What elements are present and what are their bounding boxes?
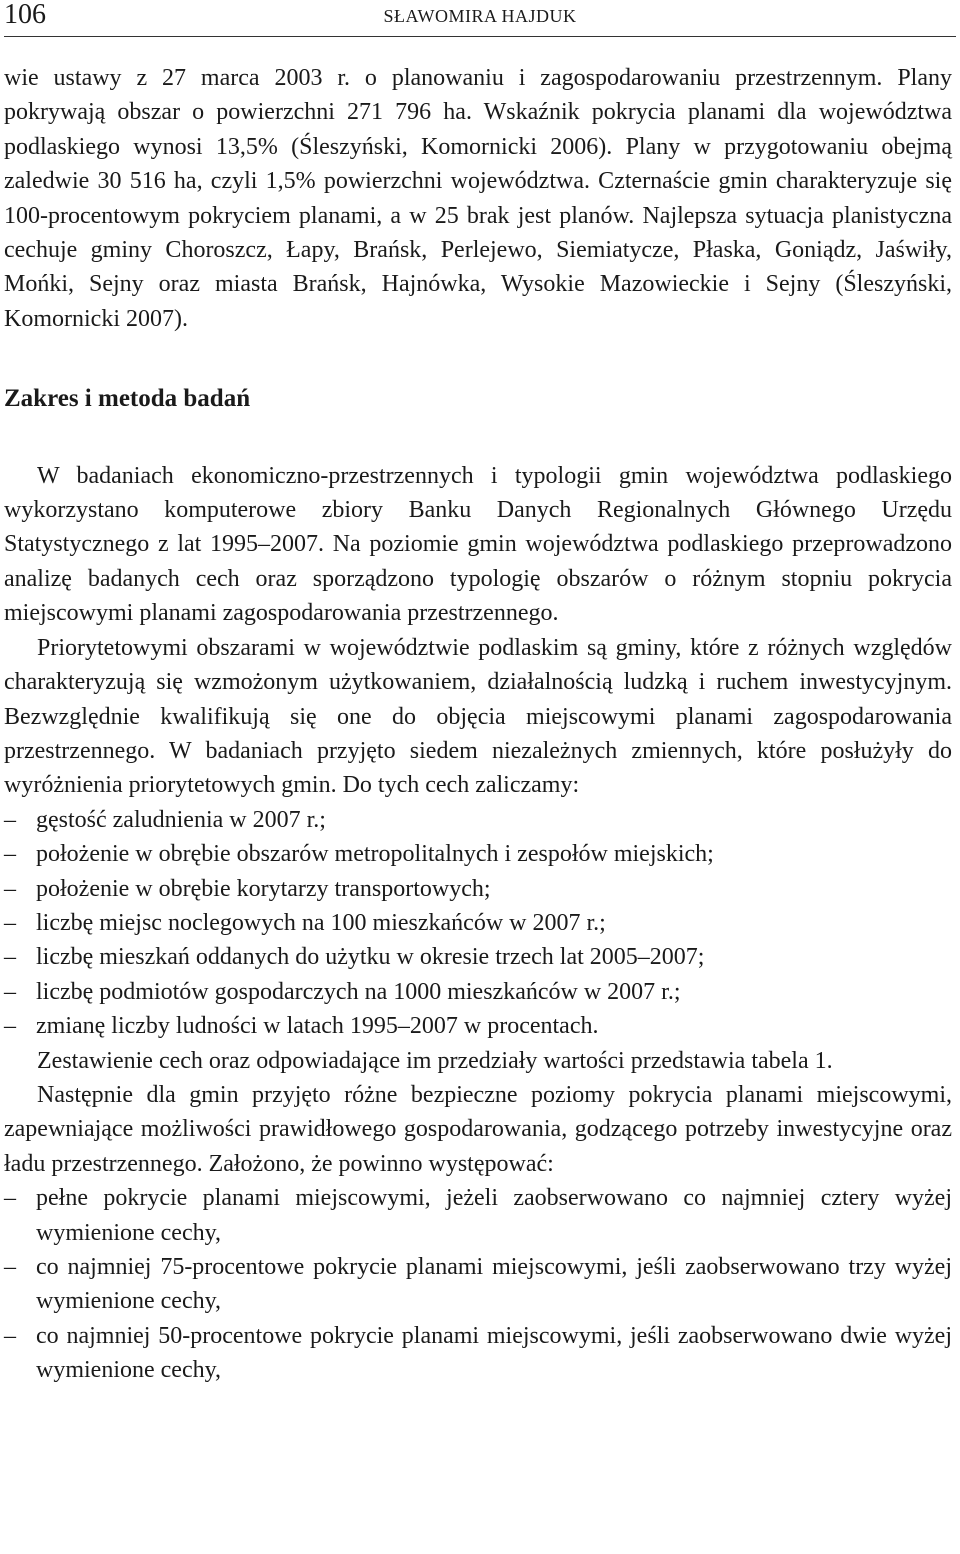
- list-item: [4, 1009, 952, 1043]
- dash-marker: –: [4, 1322, 16, 1349]
- paragraph-levels: Następnie dla gmin przyjęto różne bezpieczne poziomy pokrycia planami miejscowymi, zapewniające możliwości prawidłowego gospodarowania, godzącego potrzeby inwestycyjne oraz ładu przestrzennego. Założono, że powinno występować:: [4, 1081, 952, 1177]
- list-item-text: położenie w obrębie obszarów metropolitalnych i zespołów miejskich;: [36, 841, 714, 868]
- list-item: [4, 1319, 952, 1388]
- list-item: [4, 872, 952, 906]
- dash-marker: –: [4, 1185, 16, 1212]
- header-rule: [4, 36, 956, 37]
- page-number: 106: [4, 0, 46, 30]
- list-item-text: liczbę podmiotów gospodarczych na 1000 mieszkańców w 2007 r.;: [36, 978, 681, 1005]
- list-item: [4, 1250, 952, 1319]
- list-item: [4, 1181, 952, 1250]
- dash-marker: –: [4, 1254, 16, 1280]
- dash-marker: –: [4, 806, 16, 833]
- list-item: [4, 837, 952, 871]
- paragraph-methods: W badaniach ekonomiczno-przestrzennych i typologii gmin województwa podlaskiego wykorzystano komputerowe zbiory Banku Danych Regionalnych Głównego Urzędu Statystycznego z lat 1995–2007. Na poziomie gmin województwa podlaskiego przeprowadzono analizę badanych cech oraz sporządzono typologię obszarów o różnym stopniu pokrycia miejscowymi planami zagospodarowania przestrzennego.: [4, 462, 952, 627]
- list-item: [4, 803, 952, 837]
- levels-list: [4, 1181, 952, 1387]
- paragraph-table-ref: Zestawienie cech oraz odpowiadające im przedziały wartości przedstawia tabela 1.: [37, 1047, 833, 1074]
- dash-marker: –: [4, 1013, 16, 1040]
- intro-paragraph: wie ustawy z 27 marca 2003 r. o planowaniu i zagospodarowaniu przestrzennym. Plany pokrywają obszar o powierzchni 271 796 ha. Wskaźnik pokrycia planami dla województwa podlaskiego wynosi 13,5% (Śleszyński, Komornicki 2006). Plany w przygotowaniu obejmą zaledwie 30 516 ha, czyli 1,5% powierzchni województwa. Czternaście gmin charakteryzuje się 100-procentowym pokryciem planami, a w 25 brak jest planów. Najlepsza sytuacja planistyczna cechuje gminy Choroszcz, Łapy, Brańsk, Perlejewo, Siemiatycze, Płaska, Goniądz, Jaświły, Mońki, Sejny oraz miasta Brańsk, Hajnówka, Wysokie Mazowieckie i Sejny (Śleszyński, Komornicki 2007).: [4, 65, 952, 332]
- dash-marker: –: [4, 978, 16, 1005]
- list-item-text: liczbę miejsc noclegowych na 100 mieszkańców w 2007 r.;: [36, 909, 606, 936]
- section-heading: Zakres i metoda badań: [4, 385, 251, 413]
- features-list: [4, 803, 952, 1044]
- list-item-text: zmianę liczby ludności w latach 1995–2007 w procentach.: [36, 1013, 599, 1040]
- page-header: [4, 0, 956, 40]
- list-item-text: liczbę mieszkań oddanych do użytku w okresie trzech lat 2005–2007;: [36, 944, 705, 971]
- page-body: [4, 61, 952, 1388]
- dash-marker: –: [4, 875, 16, 902]
- list-item-text: co najmniej 50-procentowe pokrycie planami miejscowymi, jeśli zaobserwowano dwie wyżej wymienione cechy,: [36, 1322, 952, 1384]
- dash-marker: –: [4, 841, 16, 868]
- list-item-text: gęstość zaludnienia w 2007 r.;: [36, 806, 326, 833]
- dash-marker: –: [4, 944, 16, 971]
- list-item-text: pełne pokrycie planami miejscowymi, jeżeli zaobserwowano co najmniej cztery wyżej wymienione cechy,: [36, 1185, 952, 1246]
- list-item: [4, 975, 952, 1009]
- list-item-text: co najmniej 75-procentowe pokrycie planami miejscowymi, jeśli zaobserwowano trzy wyżej wymienione cechy,: [36, 1254, 952, 1315]
- list-item-text: położenie w obrębie korytarzy transportowych;: [36, 875, 491, 902]
- dash-marker: –: [4, 909, 16, 936]
- list-item: [4, 940, 952, 974]
- paragraph-priorities: Priorytetowymi obszarami w województwie podlaskim są gminy, które z różnych względów charakteryzują się wzmożonym użytkowaniem, działalnością ludzką i ruchem inwestycyjnym. Bezwzględnie kwalifikują się one do objęcia miejscowymi planami zagospodarowania przestrzennego. W badaniach przyjęto siedem niezależnych zmiennych, które posłużyły do wyróżnienia priorytetowych gmin. Do tych cech zaliczamy:: [4, 634, 952, 799]
- running-head: SŁAWOMIRA HAJDUK: [383, 6, 577, 26]
- list-item: [4, 906, 952, 940]
